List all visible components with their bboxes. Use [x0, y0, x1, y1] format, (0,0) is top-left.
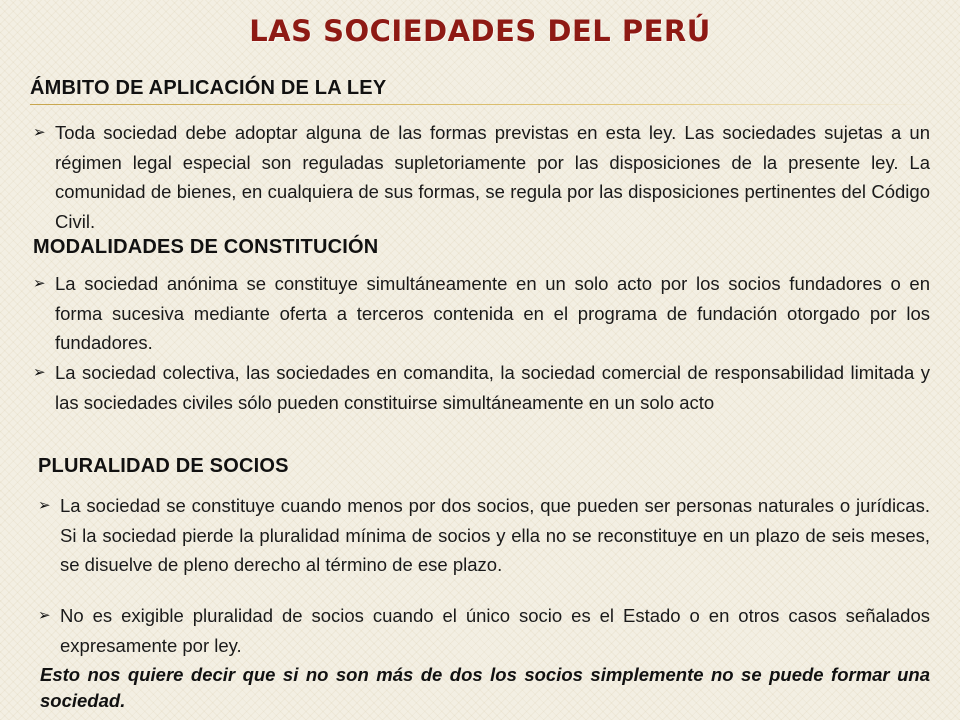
heading-modalidades: MODALIDADES DE CONSTITUCIÓN — [33, 236, 379, 258]
arrow-bullet-icon: ➢ — [38, 496, 51, 514]
heading-underline — [30, 104, 930, 105]
bullet-modalidades-1 — [33, 269, 930, 358]
bullet-text: La sociedad anónima se constituye simultáneamente en un solo acto por los socios fundadores o en forma sucesiva mediante oferta a terceros contenida en el programa de fundación otorgado por los fundadores. — [55, 273, 930, 353]
conclusion-text: Esto nos quiere decir que si no son más de dos los socios simplemente no se puede formar una sociedad. — [40, 664, 930, 711]
bullet-pluralidad-1 — [38, 491, 930, 580]
bullet-pluralidad-2 — [38, 601, 930, 660]
bullet-ambito-1 — [33, 118, 930, 236]
arrow-bullet-icon: ➢ — [33, 274, 46, 292]
arrow-bullet-icon: ➢ — [33, 123, 46, 141]
heading-pluralidad: PLURALIDAD DE SOCIOS — [38, 455, 289, 477]
bullet-modalidades-2 — [33, 358, 930, 417]
heading-ambito: ÁMBITO DE APLICACIÓN DE LA LEY — [30, 77, 387, 99]
slide-title: LAS SOCIEDADES DEL PERÚ — [249, 14, 711, 48]
arrow-bullet-icon: ➢ — [38, 606, 51, 624]
bullet-text: La sociedad se constituye cuando menos por dos socios, que pueden ser personas naturales o jurídicas. Si la sociedad pierde la pluralidad mínima de socios y ella no se reconstituye en un plazo de seis meses, se disuelve de pleno derecho al término de ese plazo. — [60, 495, 930, 575]
bullet-text: La sociedad colectiva, las sociedades en comandita, la sociedad comercial de responsabilidad limitada y las sociedades civiles sólo pueden constituirse simultáneamente en un solo acto — [55, 362, 930, 413]
arrow-bullet-icon: ➢ — [33, 363, 46, 381]
bullet-text: No es exigible pluralidad de socios cuando el único socio es el Estado o en otros casos señalados expresamente por ley. — [60, 605, 930, 656]
bullet-text: Toda sociedad debe adoptar alguna de las formas previstas en esta ley. Las sociedades sujetas a un régimen legal especial son reguladas supletoriamente por las disposiciones de la presente ley. La comunidad de bienes, en cualquiera de sus formas, se regula por las disposiciones pertinentes del Código Civil. — [55, 122, 930, 232]
